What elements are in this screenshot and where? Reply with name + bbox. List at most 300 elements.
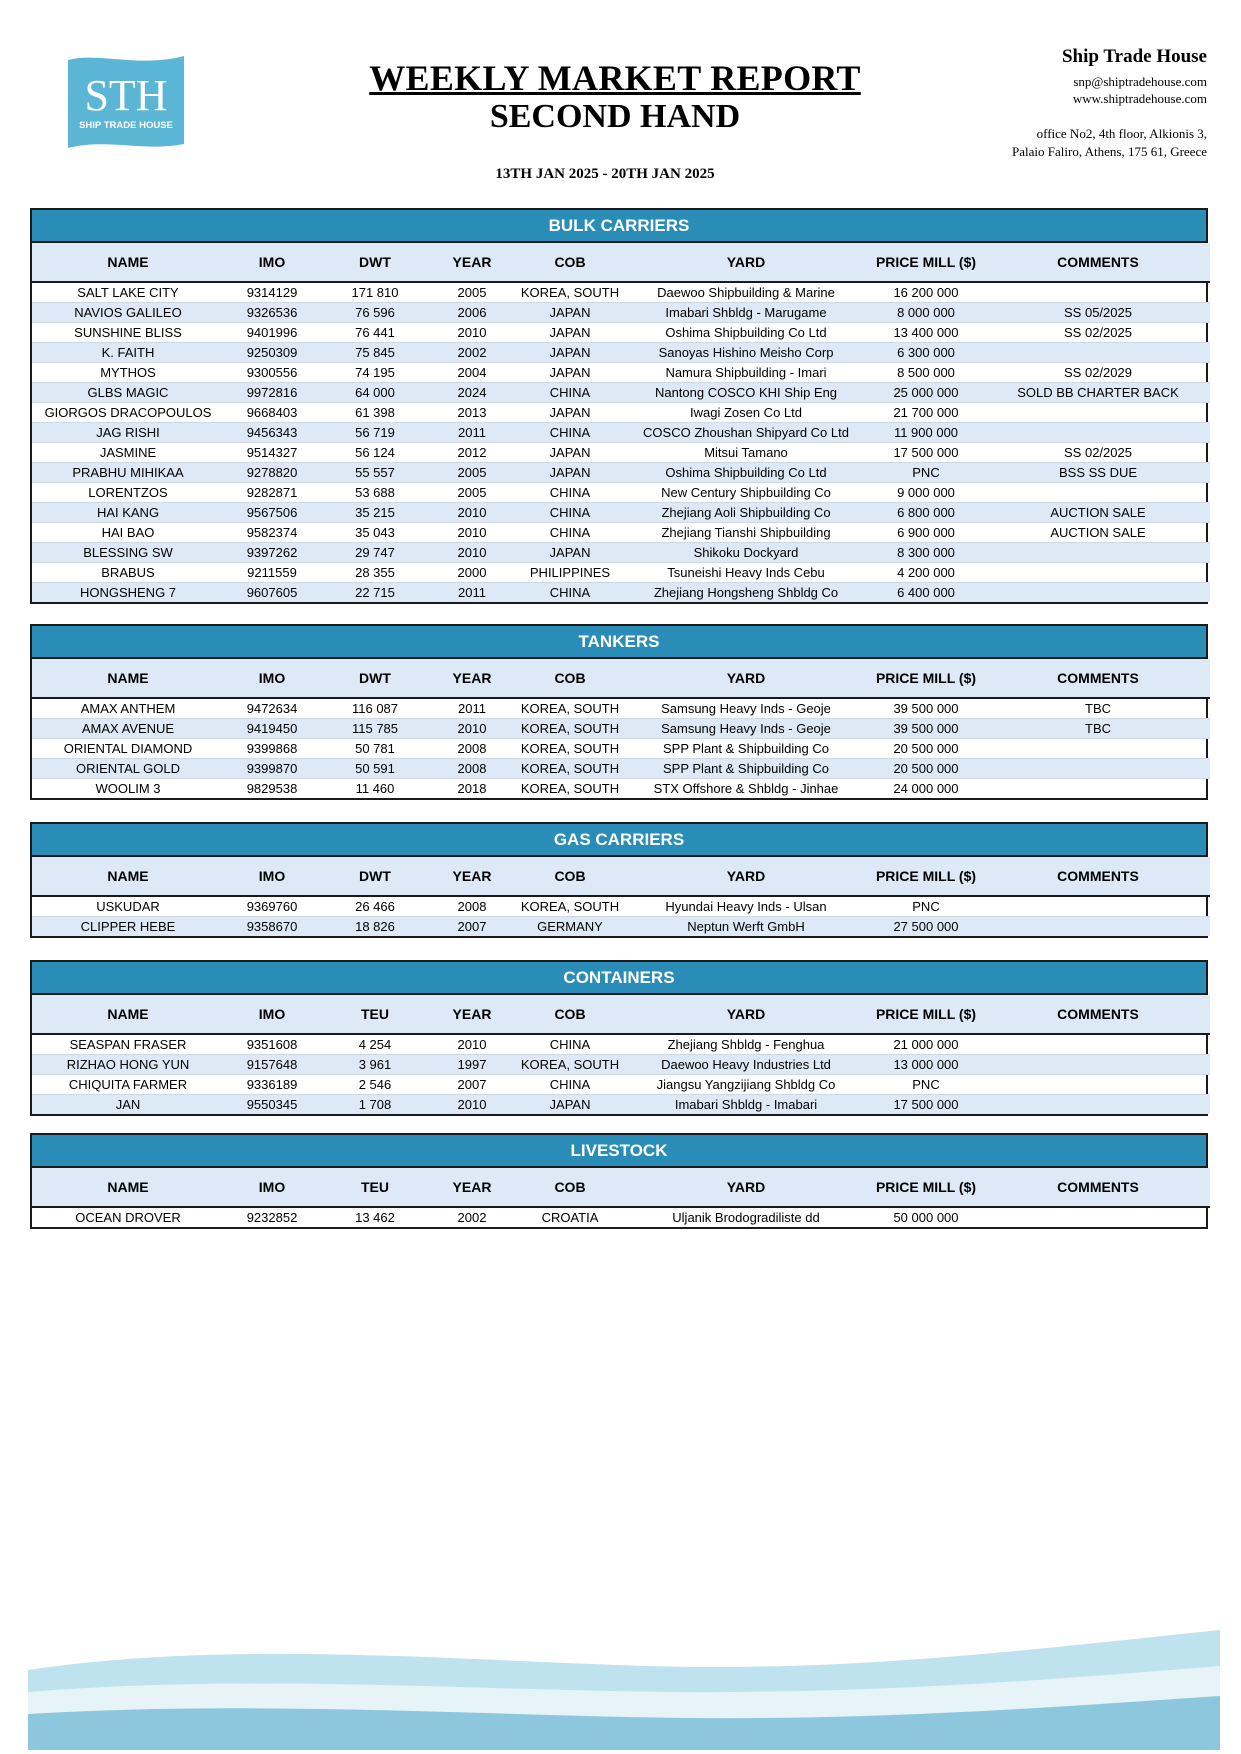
cell-cob: KOREA, SOUTH: [520, 781, 620, 796]
cell-comments: SS 05/2025: [986, 303, 1210, 323]
cell-price: 25 000 000: [866, 383, 986, 403]
cell-yard: Hyundai Heavy Inds - Ulsan: [626, 896, 866, 917]
table-row: [32, 523, 1210, 543]
cell-year: 2005: [430, 282, 514, 303]
logo-subtext: SHIP TRADE HOUSE: [79, 120, 173, 131]
cell-imo: 9336189: [224, 1075, 320, 1095]
cell-price: 24 000 000: [893, 781, 959, 796]
cell-name: WOOLIM 3: [95, 781, 161, 796]
table-row: [32, 323, 1210, 343]
cell-comments: [986, 1207, 1210, 1227]
cell-yard: Daewoo Shipbuilding & Marine: [626, 282, 866, 303]
cell-comments: TBC: [986, 698, 1210, 719]
cell-price: 8 300 000: [866, 543, 986, 563]
cell-yard: Neptun Werft GmbH: [626, 917, 866, 937]
livestock-section: [30, 1133, 1208, 1229]
table-row: [32, 1207, 1210, 1227]
cell-price: 17 500 000: [866, 1095, 986, 1115]
cell-yard: Mitsui Tamano: [626, 443, 866, 463]
cell-dwt: 11 460: [355, 781, 395, 796]
cell-comments: SS 02/2025: [986, 443, 1210, 463]
cell-imo: 9326536: [224, 303, 320, 323]
column-header-price: PRICE MILL ($): [866, 857, 986, 896]
cell-name: ORIENTAL GOLD: [32, 759, 224, 779]
cell-name: JAN: [32, 1095, 224, 1115]
cell-price: 8 000 000: [866, 303, 986, 323]
cell-imo: 9582374: [224, 523, 320, 543]
cell-yard: SPP Plant & Shipbuilding Co: [626, 739, 866, 759]
cell-yard: Zhejiang Shbldg - Fenghua: [626, 1034, 866, 1055]
cell-comments: TBC: [986, 719, 1210, 739]
cell-imo: 9472634: [224, 698, 320, 719]
cell-name: AMAX ANTHEM: [32, 698, 224, 719]
cell-year: 2007: [430, 1075, 514, 1095]
cell-year: 2011: [430, 698, 514, 719]
cell-yard: Zhejiang Aoli Shipbuilding Co: [626, 503, 866, 523]
cell-price: 11 900 000: [866, 423, 986, 443]
cell-year: 2010: [430, 1034, 514, 1055]
cell-name: BRABUS: [32, 563, 224, 583]
table-row: [32, 1034, 1210, 1055]
cell-imo: 9401996: [224, 323, 320, 343]
cell-price: 13 000 000: [866, 1055, 986, 1075]
cell-imo: 9397262: [224, 543, 320, 563]
company-name: Ship Trade House: [1061, 46, 1207, 67]
column-header-year: YEAR: [430, 1168, 514, 1207]
column-header-imo: IMO: [224, 1168, 320, 1207]
company-address-line1: office No2, 4th floor, Alkionis 3,: [1036, 126, 1207, 141]
cell-comments: [986, 543, 1210, 563]
cell-name: SEASPAN FRASER: [32, 1034, 224, 1055]
cell-year: 2010: [430, 1095, 514, 1115]
cell-comments: BSS SS DUE: [986, 463, 1210, 483]
table-row: [32, 343, 1210, 363]
cell-name: ORIENTAL DIAMOND: [32, 739, 224, 759]
cell-yard: Oshima Shipbuilding Co Ltd: [626, 463, 866, 483]
column-header-name: NAME: [32, 243, 224, 282]
cell-year: 2010: [430, 523, 514, 543]
gas-table: [32, 857, 1210, 936]
tankers-section: [30, 624, 1208, 800]
cell-price: 21 000 000: [866, 1034, 986, 1055]
column-header-imo: IMO: [224, 995, 320, 1034]
cell-dwt: 1 708: [320, 1095, 430, 1115]
cell-yard: Imabari Shbldg - Imabari: [626, 1095, 866, 1115]
cell-dwt: 53 688: [320, 483, 430, 503]
table-row: [32, 363, 1210, 383]
column-header-year: YEAR: [430, 995, 514, 1034]
cell-name: JAG RISHI: [32, 423, 224, 443]
cell-year: 2011: [430, 583, 514, 603]
cell-yard: Zhejiang Hongsheng Shbldg Co: [626, 583, 866, 603]
cell-yard: Zhejiang Tianshi Shipbuilding: [626, 523, 866, 543]
cell-price: 6 400 000: [866, 583, 986, 603]
column-header-dwt: DWT: [320, 243, 430, 282]
cell-name: K. FAITH: [32, 343, 224, 363]
cell-yard: Namura Shipbuilding - Imari: [626, 363, 866, 383]
cell-yard: Uljanik Brodogradiliste dd: [672, 1210, 820, 1225]
cell-cob: JAPAN: [514, 543, 626, 563]
cell-dwt: 56 719: [320, 423, 430, 443]
cell-cob: KOREA, SOUTH: [514, 739, 626, 759]
cell-dwt: 2 546: [320, 1075, 430, 1095]
cell-dwt: 28 355: [320, 563, 430, 583]
cell-dwt: 35 215: [320, 503, 430, 523]
report-title-block: [330, 58, 900, 136]
column-header-cob: COB: [514, 659, 626, 698]
cell-comments: AUCTION SALE: [986, 503, 1210, 523]
cell-name: CHIQUITA FARMER: [32, 1075, 224, 1095]
cell-dwt: 76 596: [320, 303, 430, 323]
table-row: [32, 303, 1210, 323]
cell-cob: CHINA: [514, 523, 626, 543]
cell-cob: JAPAN: [514, 443, 626, 463]
cell-imo: 9514327: [224, 443, 320, 463]
company-info: [1012, 46, 1207, 161]
cell-imo: 9567506: [224, 503, 320, 523]
cell-cob: JAPAN: [514, 463, 626, 483]
table-row: [32, 403, 1210, 423]
column-header-imo: IMO: [224, 857, 320, 896]
column-header-comments: COMMENTS: [986, 243, 1210, 282]
table-row: [32, 543, 1210, 563]
column-header-name: NAME: [32, 1168, 224, 1207]
cell-dwt: 74 195: [320, 363, 430, 383]
column-header-yard: YARD: [626, 1168, 866, 1207]
table-row: [32, 282, 1210, 303]
cell-price: 4 200 000: [866, 563, 986, 583]
column-header-price: PRICE MILL ($): [866, 659, 986, 698]
cell-price: 9 000 000: [866, 483, 986, 503]
column-header-yard: YARD: [626, 659, 866, 698]
cell-cob: KOREA, SOUTH: [514, 698, 626, 719]
cell-name: HAI KANG: [32, 503, 224, 523]
cell-imo: 9829538: [246, 781, 298, 796]
cell-comments: [986, 779, 1210, 799]
containers-section: [30, 960, 1208, 1116]
cell-cob: CROATIA: [541, 1210, 599, 1225]
column-header-comments: COMMENTS: [986, 659, 1210, 698]
cell-year: 2012: [430, 443, 514, 463]
cell-comments: [986, 483, 1210, 503]
footer-wave-decoration: [28, 1630, 1220, 1750]
cell-year: 1997: [430, 1055, 514, 1075]
cell-imo: 9314129: [224, 282, 320, 303]
column-header-cob: COB: [514, 243, 626, 282]
cell-dwt: 171 810: [320, 282, 430, 303]
table-row: [32, 896, 1210, 917]
cell-cob: CHINA: [514, 1075, 626, 1095]
cell-price: 20 500 000: [866, 739, 986, 759]
cell-yard: SPP Plant & Shipbuilding Co: [626, 759, 866, 779]
cell-yard: Nantong COSCO KHI Ship Eng: [626, 383, 866, 403]
cell-price: 39 500 000: [866, 698, 986, 719]
cell-yard: Jiangsu Yangzijiang Shbldg Co: [626, 1075, 866, 1095]
section-title: CONTAINERS: [32, 962, 1206, 995]
cell-imo: 9278820: [224, 463, 320, 483]
cell-imo: 9972816: [224, 383, 320, 403]
cell-cob: JAPAN: [514, 403, 626, 423]
table-row: [32, 917, 1210, 937]
table-row: [32, 443, 1210, 463]
cell-dwt: 26 466: [320, 896, 430, 917]
cell-comments: [986, 403, 1210, 423]
cell-imo: 9456343: [224, 423, 320, 443]
cell-year: 2004: [430, 363, 514, 383]
table-row: [32, 759, 1210, 779]
cell-dwt: 61 398: [320, 403, 430, 423]
cell-dwt: 76 441: [320, 323, 430, 343]
cell-dwt: 50 591: [320, 759, 430, 779]
cell-year: 2010: [430, 543, 514, 563]
cell-price: 16 200 000: [866, 282, 986, 303]
cell-year: 2006: [430, 303, 514, 323]
cell-imo: 9250309: [224, 343, 320, 363]
cell-comments: SS 02/2025: [986, 323, 1210, 343]
cell-price: 13 400 000: [866, 323, 986, 343]
cell-cob: CHINA: [514, 1034, 626, 1055]
cell-price: PNC: [866, 1075, 986, 1095]
cell-price: PNC: [866, 896, 986, 917]
cell-cob: CHINA: [514, 423, 626, 443]
cell-name: GIORGOS DRACOPOULOS: [32, 403, 224, 423]
column-header-price: PRICE MILL ($): [866, 995, 986, 1034]
column-header-cob: COB: [514, 1168, 626, 1207]
section-title: GAS CARRIERS: [32, 824, 1206, 857]
table-row: [32, 719, 1210, 739]
cell-name: HONGSHENG 7: [32, 583, 224, 603]
table-row: [32, 698, 1210, 719]
cell-yard: Sanoyas Hishino Meisho Corp: [626, 343, 866, 363]
cell-year: 2010: [430, 323, 514, 343]
cell-name: MYTHOS: [32, 363, 224, 383]
column-header-yard: YARD: [626, 857, 866, 896]
table-row: [32, 1055, 1210, 1075]
cell-year: 2007: [430, 917, 514, 937]
cell-yard: STX Offshore & Shbldg - Jinhae: [653, 781, 839, 796]
column-header-dwt: DWT: [320, 659, 430, 698]
cell-cob: CHINA: [514, 583, 626, 603]
cell-comments: [986, 423, 1210, 443]
cell-year: 2008: [430, 739, 514, 759]
column-header-year: YEAR: [430, 857, 514, 896]
tankers-table: [32, 659, 1210, 798]
livestock-table: [32, 1168, 1210, 1227]
cell-price: 17 500 000: [866, 443, 986, 463]
cell-cob: CHINA: [514, 483, 626, 503]
cell-year: 2005: [430, 483, 514, 503]
table-row: [32, 463, 1210, 483]
cell-imo: 9351608: [224, 1034, 320, 1055]
cell-dwt: 22 715: [320, 583, 430, 603]
cell-comments: [986, 896, 1210, 917]
column-header-dwt: DWT: [320, 857, 430, 896]
cell-yard: Imabari Shbldg - Marugame: [626, 303, 866, 323]
cell-year: 2008: [430, 759, 514, 779]
cell-name: BLESSING SW: [32, 543, 224, 563]
column-header-dwt: TEU: [320, 1168, 430, 1207]
cell-comments: [986, 282, 1210, 303]
cell-price: 6 300 000: [866, 343, 986, 363]
cell-dwt: 56 124: [320, 443, 430, 463]
cell-cob: KOREA, SOUTH: [514, 896, 626, 917]
cell-name: LORENTZOS: [32, 483, 224, 503]
cell-name: RIZHAO HONG YUN: [32, 1055, 224, 1075]
cell-year: 2002: [457, 1210, 487, 1225]
cell-comments: [986, 759, 1210, 779]
cell-imo: 9399870: [224, 759, 320, 779]
section-title: BULK CARRIERS: [32, 210, 1206, 243]
cell-cob: JAPAN: [514, 1095, 626, 1115]
cell-cob: JAPAN: [514, 303, 626, 323]
cell-cob: JAPAN: [514, 363, 626, 383]
cell-dwt: 50 781: [320, 739, 430, 759]
table-row: [32, 423, 1210, 443]
cell-cob: JAPAN: [514, 343, 626, 363]
section-title: TANKERS: [32, 626, 1206, 659]
cell-comments: [986, 563, 1210, 583]
cell-yard: COSCO Zhoushan Shipyard Co Ltd: [626, 423, 866, 443]
date-range: 13TH JAN 2025 - 20TH JAN 2025: [495, 166, 715, 182]
cell-dwt: 29 747: [320, 543, 430, 563]
cell-comments: [986, 1055, 1210, 1075]
cell-comments: SS 02/2029: [986, 363, 1210, 383]
table-row: [32, 739, 1210, 759]
cell-cob: KOREA, SOUTH: [514, 282, 626, 303]
cell-imo: 9369760: [224, 896, 320, 917]
table-row: [32, 503, 1210, 523]
cell-imo: 9300556: [224, 363, 320, 383]
table-row: [32, 483, 1210, 503]
column-header-price: PRICE MILL ($): [866, 1168, 986, 1207]
cell-dwt: 13 462: [355, 1210, 395, 1225]
column-header-comments: COMMENTS: [986, 857, 1210, 896]
cell-imo: 9232852: [246, 1210, 298, 1225]
cell-imo: 9282871: [224, 483, 320, 503]
cell-yard: Samsung Heavy Inds - Geoje: [626, 698, 866, 719]
cell-name: OCEAN DROVER: [75, 1210, 181, 1225]
containers-table: [32, 995, 1210, 1114]
column-header-cob: COB: [514, 857, 626, 896]
cell-year: 2011: [430, 423, 514, 443]
cell-name: NAVIOS GALILEO: [32, 303, 224, 323]
cell-comments: [986, 1075, 1210, 1095]
cell-yard: Tsuneishi Heavy Inds Cebu: [626, 563, 866, 583]
cell-name: JASMINE: [32, 443, 224, 463]
cell-name: CLIPPER HEBE: [32, 917, 224, 937]
cell-comments: [986, 917, 1210, 937]
cell-dwt: 115 785: [320, 719, 430, 739]
column-header-year: YEAR: [430, 659, 514, 698]
cell-yard: Oshima Shipbuilding Co Ltd: [626, 323, 866, 343]
cell-price: PNC: [866, 463, 986, 483]
column-header-comments: COMMENTS: [986, 995, 1210, 1034]
cell-name: PRABHU MIHIKAA: [32, 463, 224, 483]
cell-name: USKUDAR: [32, 896, 224, 917]
column-header-price: PRICE MILL ($): [866, 243, 986, 282]
sth-logo: [68, 52, 184, 152]
column-header-yard: YARD: [626, 995, 866, 1034]
cell-comments: [986, 1095, 1210, 1115]
cell-name: SUNSHINE BLISS: [32, 323, 224, 343]
cell-price: 6 900 000: [866, 523, 986, 543]
company-address-line2: Palaio Faliro, Athens, 175 61, Greece: [1012, 144, 1207, 159]
cell-imo: 9358670: [224, 917, 320, 937]
bulk-table: [32, 243, 1210, 602]
cell-comments: [986, 583, 1210, 603]
cell-price: 6 800 000: [866, 503, 986, 523]
cell-price: 20 500 000: [866, 759, 986, 779]
cell-year: 2008: [430, 896, 514, 917]
company-email[interactable]: snp@shiptradehouse.com: [1073, 74, 1207, 89]
cell-comments: AUCTION SALE: [986, 523, 1210, 543]
cell-dwt: 64 000: [320, 383, 430, 403]
cell-imo: 9211559: [224, 563, 320, 583]
cell-cob: GERMANY: [514, 917, 626, 937]
column-header-cob: COB: [514, 995, 626, 1034]
table-row: [32, 383, 1210, 403]
cell-dwt: 18 826: [320, 917, 430, 937]
cell-year: 2013: [430, 403, 514, 423]
cell-cob: JAPAN: [514, 323, 626, 343]
cell-dwt: 35 043: [320, 523, 430, 543]
column-header-dwt: TEU: [320, 995, 430, 1034]
column-header-comments: COMMENTS: [986, 1168, 1210, 1207]
cell-yard: Shikoku Dockyard: [626, 543, 866, 563]
table-row: [32, 1075, 1210, 1095]
column-header-year: YEAR: [430, 243, 514, 282]
cell-cob: CHINA: [514, 503, 626, 523]
cell-yard: Daewoo Heavy Industries Ltd: [626, 1055, 866, 1075]
cell-imo: 9399868: [224, 739, 320, 759]
cell-year: 2024: [430, 383, 514, 403]
cell-dwt: 4 254: [320, 1034, 430, 1055]
cell-price: 8 500 000: [866, 363, 986, 383]
company-website[interactable]: www.shiptradehouse.com: [1072, 91, 1207, 106]
gas-carriers-section: [30, 822, 1208, 938]
column-header-name: NAME: [32, 857, 224, 896]
cell-yard: New Century Shipbuilding Co: [626, 483, 866, 503]
table-row: [32, 779, 1210, 799]
column-header-yard: YARD: [626, 243, 866, 282]
cell-imo: 9668403: [224, 403, 320, 423]
cell-imo: 9550345: [224, 1095, 320, 1115]
table-row: [32, 1095, 1210, 1115]
cell-cob: KOREA, SOUTH: [514, 1055, 626, 1075]
cell-price: 50 000 000: [893, 1210, 959, 1225]
cell-year: 2018: [457, 781, 487, 796]
cell-price: 39 500 000: [866, 719, 986, 739]
cell-cob: KOREA, SOUTH: [514, 759, 626, 779]
cell-year: 2000: [430, 563, 514, 583]
cell-imo: 9157648: [224, 1055, 320, 1075]
cell-comments: [986, 343, 1210, 363]
column-header-name: NAME: [32, 995, 224, 1034]
logo-text: STH: [84, 71, 168, 120]
column-header-imo: IMO: [224, 243, 320, 282]
cell-price: 27 500 000: [866, 917, 986, 937]
cell-comments: [986, 739, 1210, 759]
cell-comments: SOLD BB CHARTER BACK: [986, 383, 1210, 403]
cell-yard: Iwagi Zosen Co Ltd: [626, 403, 866, 423]
cell-dwt: 55 557: [320, 463, 430, 483]
cell-name: HAI BAO: [32, 523, 224, 543]
cell-year: 2010: [430, 719, 514, 739]
cell-dwt: 75 845: [320, 343, 430, 363]
column-header-imo: IMO: [224, 659, 320, 698]
cell-yard: Samsung Heavy Inds - Geoje: [626, 719, 866, 739]
cell-cob: KOREA, SOUTH: [514, 719, 626, 739]
